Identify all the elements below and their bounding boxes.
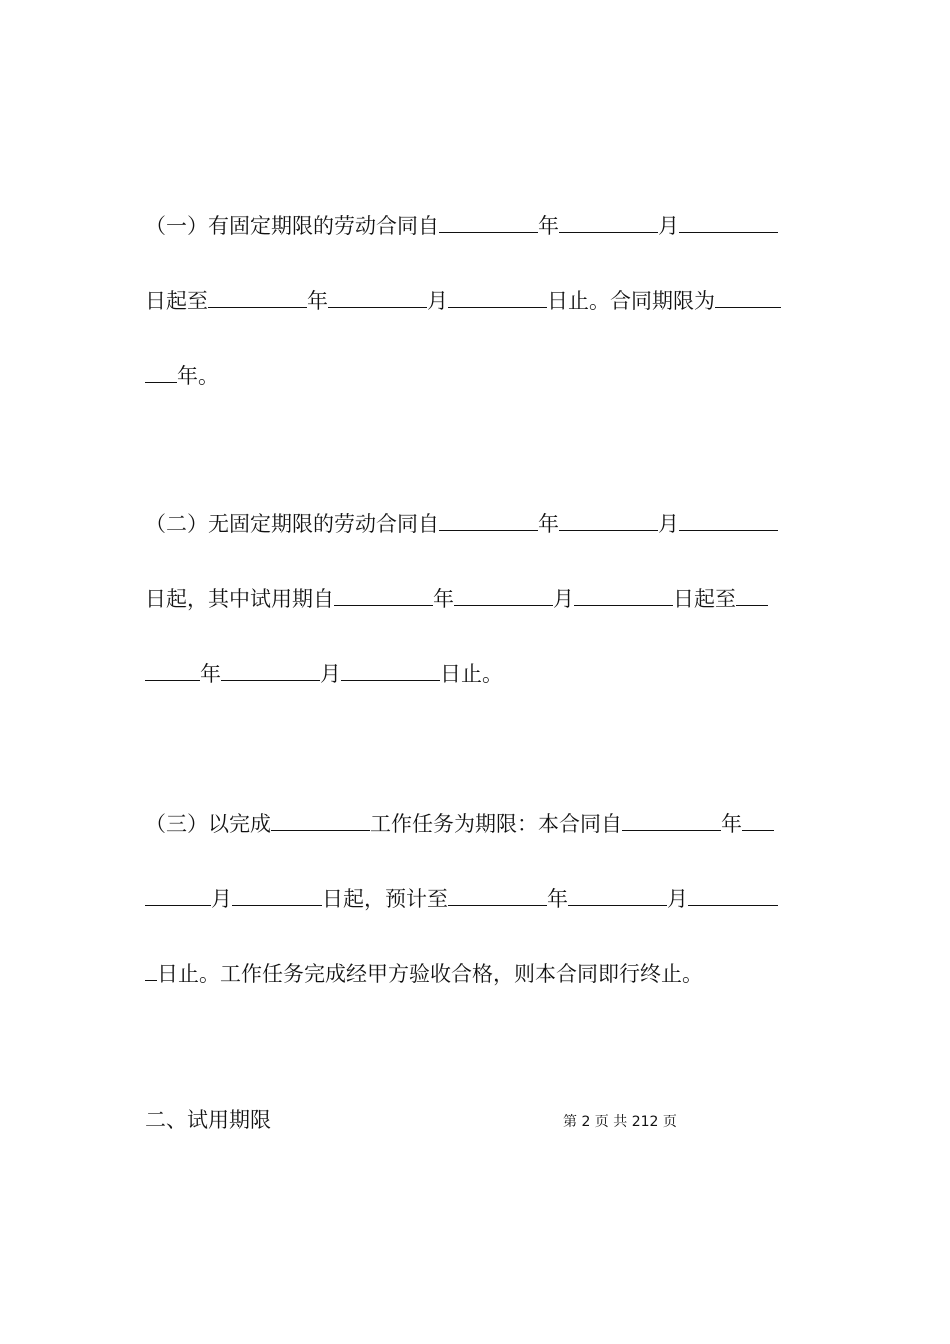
blank-field <box>145 658 200 681</box>
blank-field <box>559 210 658 233</box>
blank-field <box>232 883 322 906</box>
blank-field <box>328 285 427 308</box>
blank-field <box>221 658 320 681</box>
clause-text: 月 <box>427 289 448 313</box>
clause-text: 月 <box>658 214 679 238</box>
clause-text: 年 <box>538 512 559 536</box>
clause-text: 年 <box>307 289 328 313</box>
clause-text: 月 <box>553 587 574 611</box>
clause-text: 日起至 <box>673 587 736 611</box>
clause-text: （三）以完成 <box>145 812 271 836</box>
clause-text: 年 <box>538 214 559 238</box>
clause-text: 年。 <box>177 364 219 388</box>
blank-field <box>679 210 778 233</box>
clause-3-line-3 <box>145 958 703 988</box>
clause-text: （二）无固定期限的劳动合同自 <box>145 512 439 536</box>
clause-text: 年 <box>547 887 568 911</box>
blank-field <box>574 583 673 606</box>
blank-field <box>448 285 547 308</box>
blank-field <box>559 508 658 531</box>
clause-3-line-1 <box>145 808 774 838</box>
blank-field <box>439 210 538 233</box>
clause-2-line-3 <box>145 658 503 688</box>
clause-1-line-3 <box>145 360 219 390</box>
clause-text: 日止。工作任务完成经甲方验收合格，则本合同即行终止。 <box>157 962 703 986</box>
clause-text: 月 <box>211 887 232 911</box>
blank-field <box>622 808 721 831</box>
clause-text: 月 <box>320 662 341 686</box>
clause-text: 年 <box>433 587 454 611</box>
blank-field <box>341 658 440 681</box>
blank-field <box>145 958 157 981</box>
clause-text: （一）有固定期限的劳动合同自 <box>145 214 439 238</box>
clause-text: 工作任务为期限：本合同自 <box>370 812 622 836</box>
clause-2-line-1 <box>145 508 778 538</box>
blank-field <box>208 285 307 308</box>
blank-field <box>688 883 778 906</box>
blank-field <box>568 883 667 906</box>
clause-text: 日起，预计至 <box>322 887 448 911</box>
blank-field <box>439 508 538 531</box>
blank-field <box>145 360 177 383</box>
clause-text: 日起至 <box>145 289 208 313</box>
clause-1-line-1 <box>145 210 778 240</box>
clause-text: 日止。 <box>440 662 503 686</box>
blank-field <box>334 583 433 606</box>
clause-text: 年 <box>200 662 221 686</box>
blank-field <box>448 883 547 906</box>
clause-2-line-2 <box>145 583 768 613</box>
blank-field <box>742 808 774 831</box>
clause-text: 年 <box>721 812 742 836</box>
blank-field <box>271 808 370 831</box>
clause-1-line-2 <box>145 285 781 315</box>
clause-text: 日起，其中试用期自 <box>145 587 334 611</box>
clause-text: 月 <box>658 512 679 536</box>
clause-text: 日止。合同期限为 <box>547 289 715 313</box>
blank-field <box>454 583 553 606</box>
blank-field <box>736 583 768 606</box>
clause-3-line-2 <box>145 883 778 913</box>
clause-text: 月 <box>667 887 688 911</box>
page-number: 第 2 页 共 212 页 <box>563 1114 677 1130</box>
blank-field <box>715 285 781 308</box>
blank-field <box>679 508 778 531</box>
blank-field <box>145 883 211 906</box>
section-heading: 二、试用期限 <box>145 1108 271 1132</box>
